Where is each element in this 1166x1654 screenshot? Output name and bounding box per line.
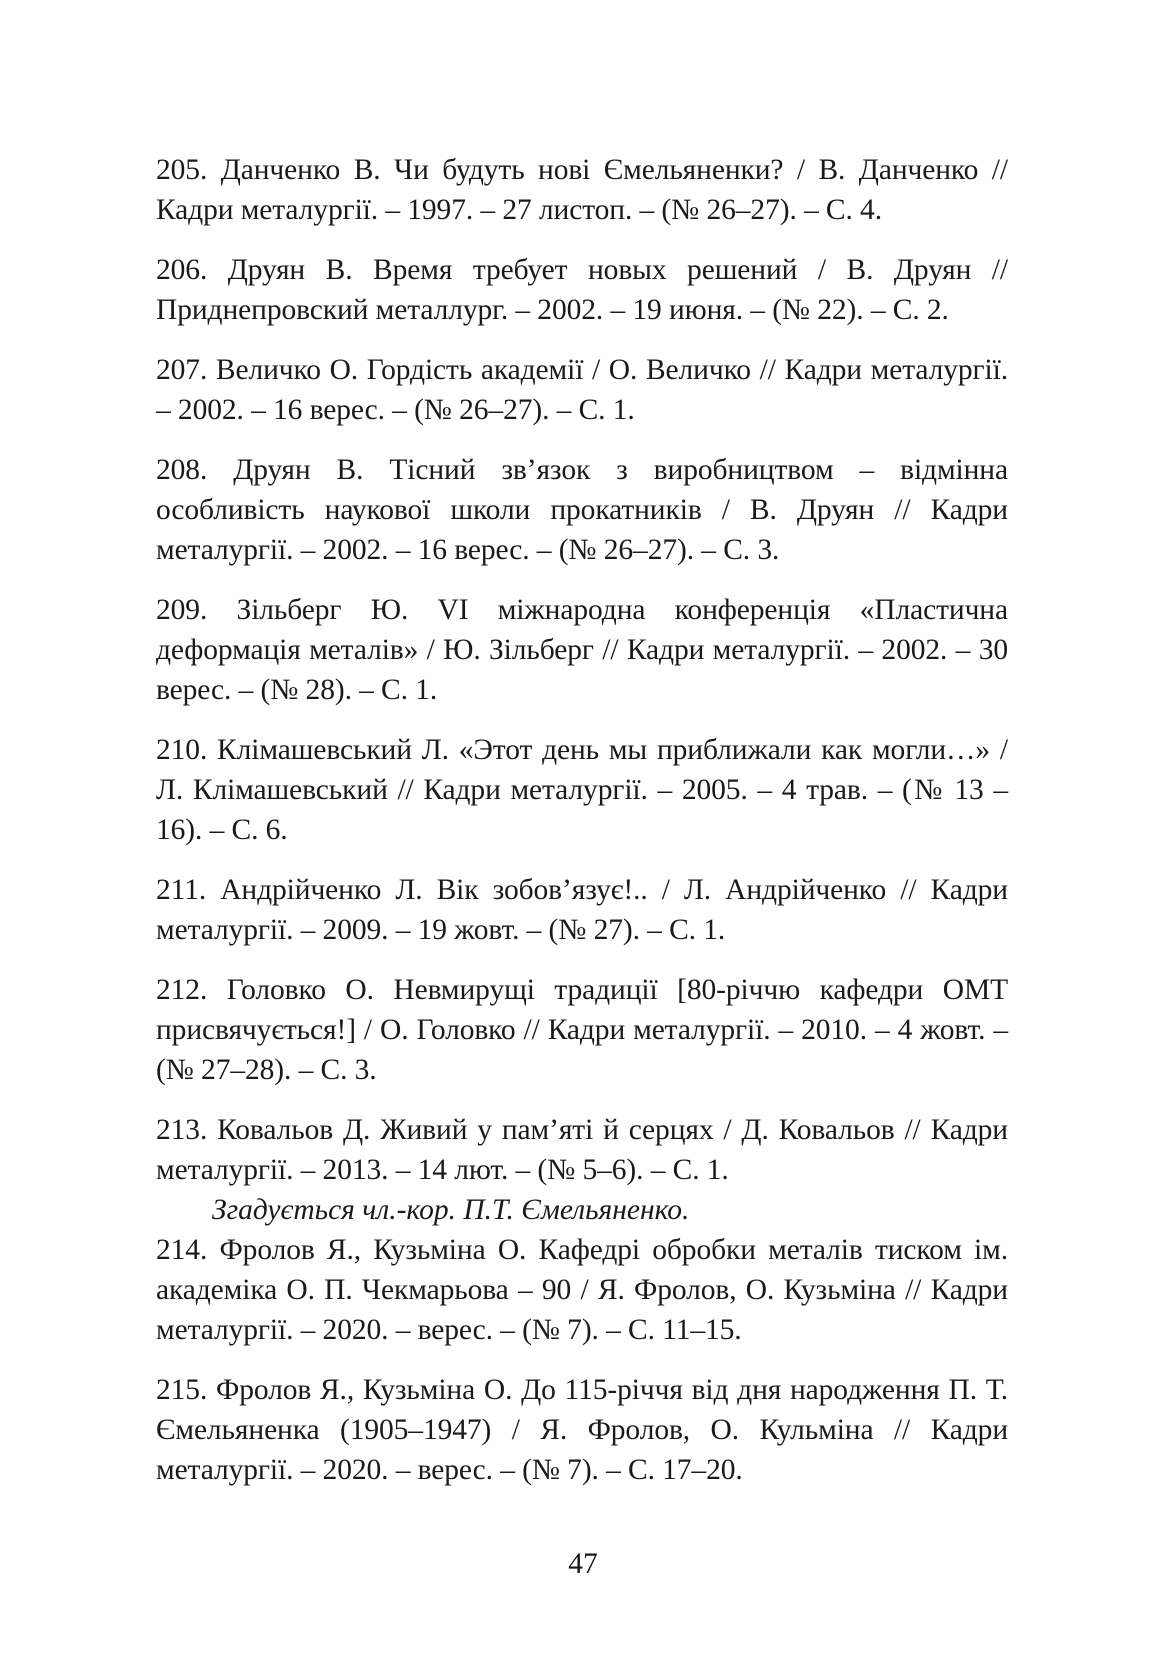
entry-206: 206. Друян В. Время требует новых решений / В. Друян // Приднепровский металлург. – 2002. – 19 июня. – (№ 22). – С. 2. [156,254,1008,326]
entry-210: 210. Клімашевський Л. «Этот день мы приближали как могли…» / Л. Клімашевський // Кадри металургії. – 2005. – 4 трав. – (№ 13 – 16). – С. 6. [156,734,1008,846]
entry-213: 213. Ковальов Д. Живий у пам’яті й серцях / Д. Ковальов // Кадри металургії. – 2013. – 14 лют. – (№ 5–6). – С. 1. [156,1114,1008,1186]
entry-213-annotation: Згадується чл.-кор. П.Т. Ємельяненко. [212,1194,690,1226]
entry-215: 215. Фролов Я., Кузьміна О. До 115-річчя від дня народження П. Т. Ємельяненка (1905–1947) / Я. Фролов, О. Кульміна // Кадри металургії. – 2020. – верес. – (№ 7). – С. 17–20. [156,1374,1008,1486]
entry-205: 205. Данченко В. Чи будуть нові Ємельяненки? / В. Данченко // Кадри металургії. – 1997. – 27 листоп. – (№ 26–27). – С. 4. [156,154,1008,226]
bibliography-page [156,150,1008,1510]
page-number: 47 [568,1548,598,1580]
entry-211: 211. Андрійченко Л. Вік зобов’язує!.. / Л. Андрійченко // Кадри металургії. – 2009. – 19 жовт. – (№ 27). – С. 1. [156,874,1008,946]
entry-208: 208. Друян В. Тісний зв’язок з виробництвом – відмінна особливість наукової школи прокатників / В. Друян // Кадри металургії. – 2002. – 16 верес. – (№ 26–27). – С. 3. [156,454,1008,566]
entry-207: 207. Величко О. Гордість академії / О. Величко // Кадри металургії. – 2002. – 16 верес. – (№ 26–27). – С. 1. [156,354,1008,426]
entry-214: 214. Фролов Я., Кузьміна О. Кафедрі обробки металів тиском ім. академіка О. П. Чекмарьова – 90 / Я. Фролов, О. Кузьміна // Кадри металургії. – 2020. – верес. – (№ 7). – С. 11–15. [156,1234,1008,1346]
entry-212: 212. Головко О. Невмирущі традиції [80-річчю кафедри ОМТ присвячується!] / О. Головко // Кадри металургії. – 2010. – 4 жовт. – (№ 27–28). – С. 3. [156,974,1008,1086]
entry-209: 209. Зільберг Ю. VI міжнародна конференція «Пластична деформація металів» / Ю. Зільберг // Кадри металургії. – 2002. – 30 верес. – (№ 28). – С. 1. [156,594,1008,706]
